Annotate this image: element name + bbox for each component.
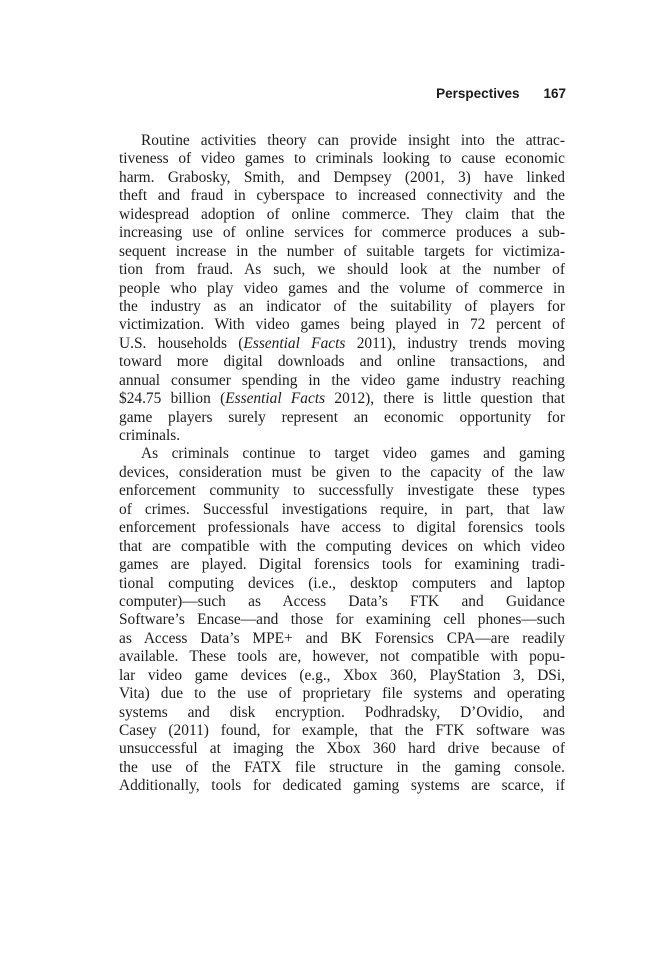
- text-line: systems and disk encryption. Podhradsky, D’Ovidio, and: [119, 703, 565, 721]
- text-run: $24.75 billion (: [119, 390, 226, 408]
- text-run: U.S. households (: [119, 334, 244, 352]
- text-line: toward more digital downloads and online transactions, and: [119, 353, 565, 371]
- text-line: of crimes. Successful investigations require, in part, that law: [119, 500, 565, 518]
- text-line: criminals.: [119, 427, 181, 444]
- text-line: Routine activities theory can provide insight into the attrac-: [141, 132, 565, 149]
- text-line: Additionally, tools for dedicated gaming systems are scarce, if: [119, 777, 565, 795]
- text-line: As criminals continue to target video games and gaming: [141, 445, 565, 463]
- text-line: available. These tools are, however, not compatible with popu-: [119, 648, 565, 666]
- text-line: devices, consideration must be given to the capacity of the law: [119, 463, 565, 481]
- text-line: widespread adoption of online commerce. They claim that the: [119, 205, 565, 223]
- italic-citation: Essential Facts: [225, 390, 326, 408]
- text-line: the industry as an indicator of the suitability of players for: [119, 297, 565, 315]
- text-line: enforcement community to successfully investigate these types: [119, 482, 565, 500]
- paragraph: [119, 445, 565, 795]
- text-line: that are compatible with the computing devices on which video: [119, 537, 565, 555]
- text-run: 2012), there is little question that: [325, 390, 565, 408]
- text-line: computer)—such as Access Data’s FTK and Guidance: [119, 592, 565, 610]
- text-line: Vita) due to the use of proprietary file systems and operating: [119, 685, 565, 703]
- text-line: [119, 390, 565, 408]
- text-line: game players surely represent an economic opportunity for: [119, 408, 565, 426]
- text-line: tional computing devices (i.e., desktop computers and laptop: [119, 574, 565, 592]
- text-line: victimization. With video games being played in 72 percent of: [119, 316, 565, 334]
- text-line: tiveness of video games to criminals looking to cause economic: [119, 150, 565, 168]
- text-line: Software’s Encase—and those for examining cell phones—such: [119, 611, 565, 629]
- text-line: annual consumer spending in the video game industry reaching: [119, 371, 565, 389]
- running-header: [0, 86, 566, 101]
- text-line: theft and fraud in cyberspace to increased connectivity and the: [119, 187, 565, 205]
- text-line: [119, 335, 565, 353]
- text-line: people who play video games and the volume of commerce in: [119, 279, 565, 297]
- text-run: 2011), industry trends moving: [345, 334, 565, 352]
- text-line: tion from fraud. As such, we should look at the number of: [119, 261, 565, 279]
- page-number: 167: [543, 86, 566, 101]
- text-line: increasing use of online services for commerce produces a sub-: [119, 224, 565, 242]
- paragraph: [119, 132, 565, 445]
- text-line: games are played. Digital forensics tools for examining tradi-: [119, 556, 565, 574]
- italic-citation: Essential Facts: [243, 334, 346, 352]
- text-line: Casey (2011) found, for example, that the FTK software was: [119, 722, 565, 739]
- text-line: sequent increase in the number of suitable targets for victimiza-: [119, 242, 565, 260]
- body-text: [119, 132, 565, 796]
- text-line: the use of the FATX file structure in the gaming console.: [119, 758, 565, 776]
- text-line: harm. Grabosky, Smith, and Dempsey (2001, 3) have linked: [119, 168, 565, 186]
- text-line: lar video game devices (e.g., Xbox 360, PlayStation 3, DSi,: [119, 666, 565, 684]
- text-line: unsuccessful at imaging the Xbox 360 hard drive because of: [119, 740, 565, 758]
- text-line: enforcement professionals have access to digital forensics tools: [119, 519, 565, 537]
- text-line: as Access Data’s MPE+ and BK Forensics CPA—are readily: [119, 629, 565, 647]
- section-title: Perspectives: [436, 86, 520, 101]
